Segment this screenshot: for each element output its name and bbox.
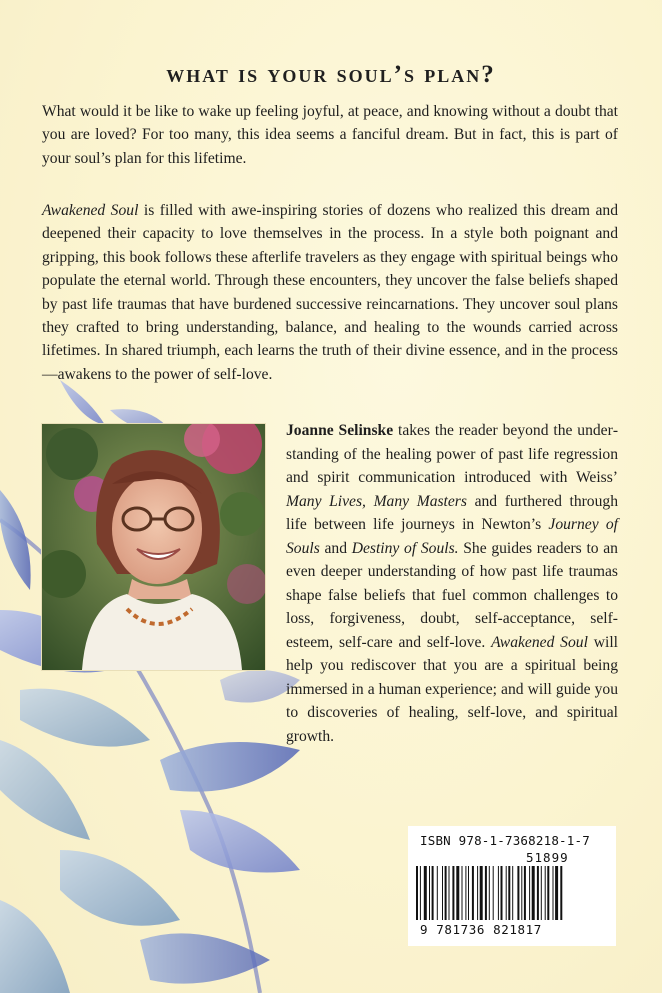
barcode-bar bbox=[420, 866, 421, 920]
barcode-bar bbox=[462, 866, 463, 920]
barcode-bar bbox=[442, 866, 443, 920]
barcode-bar bbox=[472, 866, 474, 920]
barcode-bar bbox=[456, 866, 459, 920]
barcode-bar bbox=[517, 866, 519, 920]
barcode-bar bbox=[545, 866, 546, 920]
price-addon-code: 51899 bbox=[526, 850, 569, 865]
barcode-bar bbox=[524, 866, 526, 920]
book-reference: Destiny of Souls. bbox=[351, 539, 459, 557]
barcode-bar bbox=[537, 866, 539, 920]
ean-number: 9 781736 821817 bbox=[420, 922, 542, 937]
barcode-bar bbox=[532, 866, 535, 920]
barcode-bar bbox=[541, 866, 542, 920]
barcode-bar bbox=[501, 866, 503, 920]
barcode-bar bbox=[432, 866, 434, 920]
page-title: what is your soul’s plan? bbox=[166, 60, 496, 88]
bio-text: and furthered through life between life journeys in Newton’s bbox=[286, 492, 618, 533]
barcode-bar bbox=[489, 866, 490, 920]
book-reference: Awakened Soul bbox=[491, 633, 588, 651]
barcode-bar bbox=[449, 866, 450, 920]
bio-text: She guides readers to an even deeper understanding of how past life traumas shape false beliefs that fuel common challenges to loss, forgiveness, doubt, self-acceptance, self-esteem, self-care and self-love. bbox=[286, 539, 618, 651]
barcode-bar bbox=[508, 866, 510, 920]
description-text: is filled with awe-inspiring stories of dozens who realized this dream and deepened their capacity to love themselves in the process. In a style both poignant and gripping, this book follows these afterlife travelers as they engage with spiritual beings who populate the eternal world. Through these encounters, they uncover the false beliefs shaped by past life traumas that have burdened successive reincarnations. They uncover soul plans they crafted to bring understanding, balance, and healing to the wounds carried across lifetimes. In shared triumph, each learns the truth of their divine essence, and in the process—awakens to the power of self-love. bbox=[42, 202, 619, 383]
barcode-bar bbox=[521, 866, 522, 920]
description-paragraph bbox=[42, 199, 618, 386]
barcode-bar bbox=[498, 866, 499, 920]
barcode-bar bbox=[553, 866, 554, 920]
barcode-bar bbox=[416, 866, 418, 920]
book-reference: Many Lives, Many Masters bbox=[286, 492, 467, 510]
intro-paragraph: What would it be like to wake up feeling joyful, at peace, and knowing without a doubt that you are loved? For too many, this idea seems a fanciful dream. But in fact, this is part of your soul’s plan for this lifetime. bbox=[42, 103, 618, 167]
author-photo bbox=[41, 423, 266, 671]
bio-text: and bbox=[319, 539, 352, 557]
barcode-bar bbox=[512, 866, 513, 920]
barcode-bar bbox=[465, 866, 466, 920]
author-bio bbox=[286, 419, 618, 748]
barcode-bar bbox=[445, 866, 447, 920]
barcode-bar bbox=[468, 866, 469, 920]
book-reference: Journey of Souls bbox=[286, 516, 618, 557]
barcode-bar bbox=[437, 866, 438, 920]
barcode-bar bbox=[493, 866, 494, 920]
barcode-bar bbox=[485, 866, 487, 920]
barcode-bar bbox=[480, 866, 483, 920]
barcode-bar bbox=[560, 866, 562, 920]
bio-text: will help you rediscover that you are a spiritual being immersed in a human experience; and will guide you to discoveries of healing, self-love, and spiritual growth. bbox=[286, 633, 619, 745]
barcode-bar bbox=[429, 866, 430, 920]
bio-text: takes the reader beyond the understanding of the healing power of past life regression and spirit communication introduced with Weiss’ bbox=[286, 422, 619, 486]
barcode-bar bbox=[477, 866, 478, 920]
barcode-bar bbox=[506, 866, 507, 920]
author-name: Joanne Selinske bbox=[286, 422, 394, 439]
barcode-bar bbox=[424, 866, 427, 920]
book-title: Awakened Soul bbox=[42, 202, 139, 219]
barcode-bar bbox=[555, 866, 558, 920]
barcode-bar bbox=[547, 866, 549, 920]
isbn-barcode bbox=[408, 826, 616, 946]
isbn-number: ISBN 978-1-7368218-1-7 bbox=[420, 833, 590, 848]
barcode-bar bbox=[529, 866, 530, 920]
barcode-bar bbox=[452, 866, 454, 920]
barcode-bars bbox=[416, 866, 608, 922]
